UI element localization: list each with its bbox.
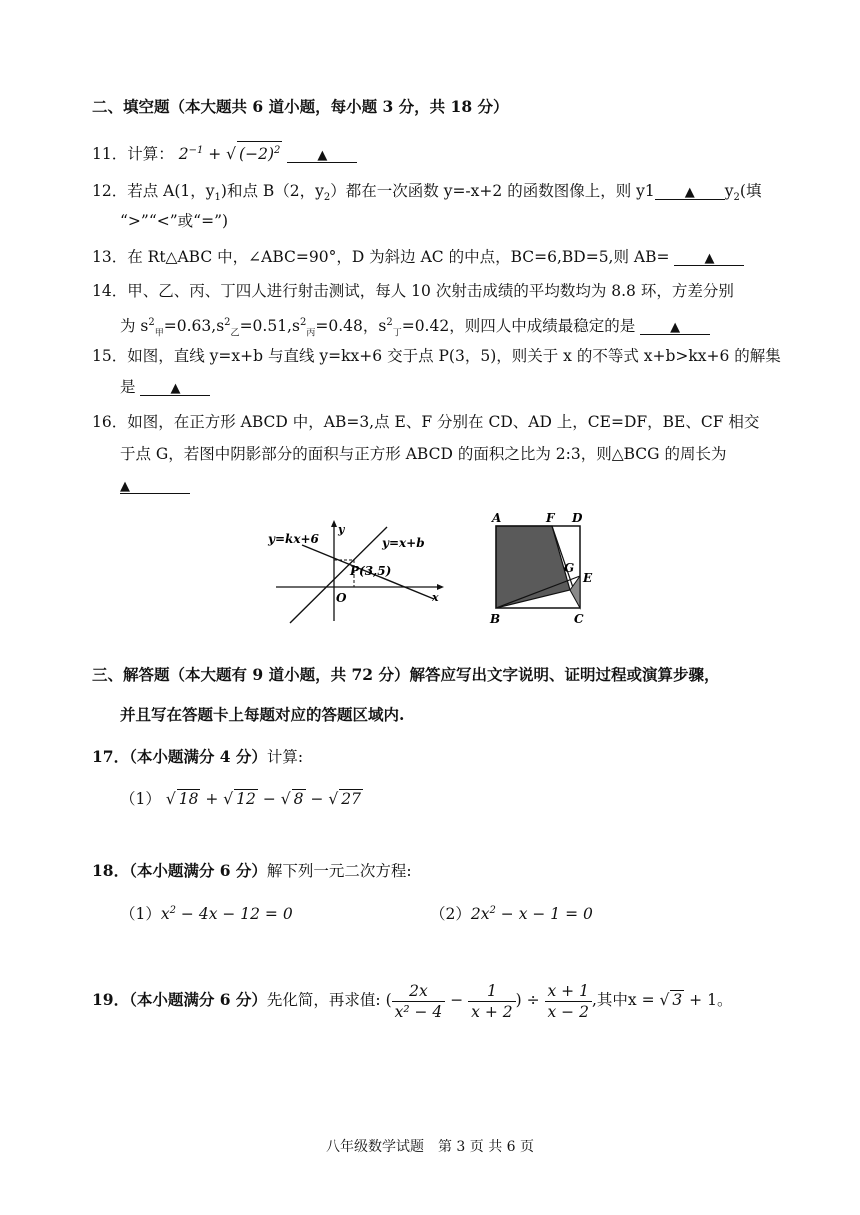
label-point-p: P(3,5) — [350, 564, 392, 578]
q17-expression: √ 18 + √ 12 − √ 8 − √ 27 — [165, 790, 361, 808]
question-18-header: 18．（本小题满分 6 分）解下列一元二次方程: — [92, 861, 412, 880]
question-12-line-2: “>”“<”或“=”) — [120, 212, 229, 230]
question-17-header: 17．（本小题满分 4 分）计算: — [92, 747, 304, 766]
label-x-axis: x — [432, 591, 439, 604]
q13-answer-blank: ▲ — [674, 246, 744, 266]
section-2-title: 二、填空题（本大题共 6 道小题，每小题 3 分，共 18 分） — [92, 97, 509, 116]
q11-expression: $2^{-1}$ + √ $(-2)^2$ — [179, 145, 283, 163]
q14-answer-blank: ▲ — [640, 315, 710, 335]
label-b: B — [490, 612, 501, 626]
label-d: D — [572, 511, 583, 525]
question-16-line-1: 16．如图，在正方形 ABCD 中，AB=3,点 E、F 分别在 CD、AD 上，CE=DF，BE、CF 相交 — [92, 413, 760, 431]
label-y-kx-6: y=kx+6 — [268, 532, 319, 546]
label-c: C — [574, 612, 584, 626]
label-f: F — [546, 511, 555, 525]
page-footer: 八年级数学试题 第 3 页 共 6 页 — [325, 1139, 535, 1155]
question-14-line-1: 14．甲、乙、丙、丁四人进行射击测试，每人 10 次射击成绩的平均数均为 8.8 环，方差分别 — [92, 282, 734, 300]
q15-answer-blank: ▲ — [140, 376, 210, 396]
question-11: 11．计算： $2^{-1}$ + √ $(-2)^2$ ▲ — [92, 140, 357, 165]
label-g: G — [564, 561, 575, 575]
label-y-axis: y — [338, 523, 345, 536]
question-15-line-2: 是 ▲ — [120, 376, 210, 398]
section-3-title-line-2: 并且写在答题卡上每题对应的答题区域内. — [120, 705, 405, 724]
q16-answer-blank: ▲ — [120, 474, 190, 494]
question-18-part-1: $(1)x^2 - 4x - 12 = 0$ — [120, 905, 293, 924]
figure-lines-graph — [262, 515, 452, 625]
figure-square-abcd — [482, 510, 612, 628]
question-17-part-1: （1） √ 18 + √ 12 − √ 8 − √ 27 — [120, 790, 361, 808]
question-15-line-1: 15．如图，直线 y=x+b 与直线 y=kx+6 交于点 P(3，5)，则关于 x 的不等式 x+b>kx+6 的解集 — [92, 347, 781, 365]
question-18-part-2: $(2)2x^2 - x - 1 = 0$ — [430, 905, 593, 924]
question-16-line-2: 于点 G，若图中阴影部分的面积与正方形 ABCD 的面积之比为 2:3，则△BCG 的周长为 — [120, 445, 727, 463]
question-14-line-2: 为 $s^2_甲=0.63,s^2_乙=0.51,s^2_丙=0.48$，$s^2_丁=0.42$，则四人中成绩最稳定的是 ▲ — [120, 312, 710, 344]
question-12-line-1: 12．若点 A(1，$y_1$)和点 B（2，$y_2$）都在一次函数 y=-x+2 的函数图像上，则 y1 ▲ $y_2$(填 — [92, 182, 762, 204]
question-16-line-3 — [120, 474, 190, 496]
question-13: 13．在 Rt△ABC 中，∠ABC=90°，D 为斜边 AC 的中点，BC=6,BD=5,则 AB= ▲ — [92, 246, 744, 268]
q12-answer-blank: ▲ — [655, 180, 725, 200]
section-3-title-line-1: 三、解答题（本大题有 9 道小题，共 72 分）解答应写出文字说明、证明过程或演算步骤， — [92, 665, 720, 684]
question-19: 19．（本小题满分 6 分）先化简，再求值: ( $\frac{2x}{\text{x² − 4}}$ − $\frac{1}{x + 2}$ ) ÷ $\frac{x + 1}{x - 2}$ ,其中x = √ 3 + 1。 — [92, 981, 733, 1021]
label-origin: O — [336, 591, 347, 605]
label-y-x-b: y=x+b — [382, 536, 425, 550]
label-a: A — [492, 511, 502, 525]
label-e: E — [583, 571, 593, 585]
q11-answer-blank: ▲ — [287, 143, 357, 163]
